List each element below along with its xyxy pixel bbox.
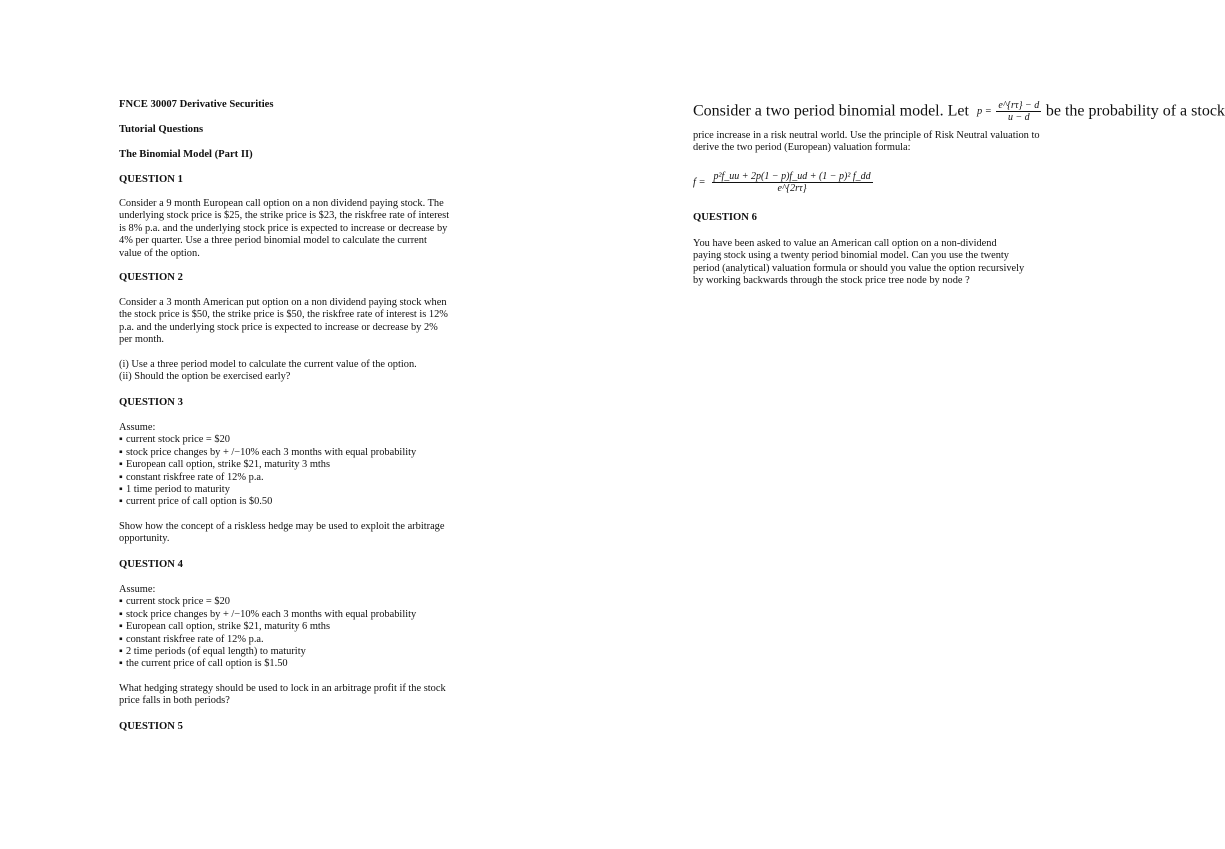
text-line: by working backwards through the stock price tree node by node ? [693,275,970,287]
text-line: price falls in both periods? [119,695,230,707]
text-line: Consider a 9 month European call option on a non dividend paying stock. The [119,198,444,209]
question-4-heading: QUESTION 4 [119,559,183,570]
bullet-item: ▪ constant riskfree rate of 12% p.a. [119,633,264,645]
bullet-icon: ▪ [119,658,123,670]
bullet-item: ▪ European call option, strike $21, maturity 6 mths [119,621,331,633]
text-line: underlying stock price is $25, the strike price is $23, the riskfree rate of interest [119,210,450,222]
bullet-item: ▪ stock price changes by + /−10% each 3 months with equal probability [119,446,417,458]
text-line: derive the two period (European) valuation formula: [693,142,911,154]
f-formula-fraction [712,171,873,194]
valuation-formula [693,171,875,194]
question-4-task [119,683,446,708]
bullet-item: ▪ current price of call option is $0.50 [119,496,273,508]
bullet-icon: ▪ [119,633,123,645]
f-formula-numerator: p²f_uu + 2p(1 − p)f_ud + (1 − p)² f_dd [713,171,871,182]
text-line: Show how the concept of a riskless hedge may be used to exploit the arbitrage [119,521,445,532]
text-line: What hedging strategy should be used to lock in an arbitrage profit if the stock [119,683,446,694]
bullet-icon: ▪ [119,434,123,446]
question-1-text [119,198,449,260]
bullet-icon: ▪ [119,646,123,658]
bullet-item: ▪ European call option, strike $21, maturity 3 mths [119,459,331,471]
text-line: per month. [119,334,165,346]
course-title: FNCE 30007 Derivative Securities [119,99,274,110]
p-formula-fraction [996,100,1041,123]
question-6-text [693,238,1024,288]
bullet-item: ▪ current stock price = $20 [119,434,230,446]
question-2-text [119,297,448,347]
part-line: (i) Use a three period model to calculate the current value of the option. [119,359,417,370]
bullet-item: ▪ stock price changes by + /−10% each 3 months with equal probability [119,608,417,620]
text-line: paying stock using a twenty period binomial model. Can you use the twenty [693,250,1009,262]
question-2-heading: QUESTION 2 [119,272,183,283]
bullet-item: ▪ current stock price = $20 [119,596,230,608]
question-1-heading: QUESTION 1 [119,174,183,185]
question-2-parts [119,359,417,384]
bullet-icon: ▪ [119,471,123,483]
text-line: the stock price is $50, the strike price is $50, the riskfree rate of interest is 12% [119,309,448,321]
text-line: You have been asked to value an American call option on a non-dividend [693,238,997,249]
bullet-icon: ▪ [119,596,123,608]
p-formula-lhs: p = [976,105,992,117]
bullet-icon: ▪ [119,496,123,508]
subtitle: Tutorial Questions [119,124,204,135]
question-5-text [693,130,1040,155]
question-3-assumptions [119,422,416,509]
bullet-item: ▪ 1 time period to maturity [119,484,230,496]
question-6-heading: QUESTION 6 [693,212,757,223]
question-3-task [119,521,444,546]
text-line: Consider a 3 month American put option on a non dividend paying stock when [119,297,447,308]
question-5-heading: QUESTION 5 [119,721,183,732]
f-formula-denominator: e^{2rτ} [777,183,807,194]
assume-label: Assume: [119,584,156,595]
topic-title: The Binomial Model (Part II) [119,149,253,160]
text-line: is 8% p.a. and the underlying stock price is expected to increase or decrease by [119,222,448,234]
bullet-icon: ▪ [119,621,123,633]
part-line: (ii) Should the option be exercised early? [119,371,291,383]
text-line: p.a. and the underlying stock price is expected to increase or decrease by 2% [119,321,438,333]
question-3-heading: QUESTION 3 [119,397,183,408]
text-line: 4% per quarter. Use a three period binomial model to calculate the current [119,235,427,247]
bullet-item: ▪ the current price of call option is $1.50 [119,658,288,670]
bullet-icon: ▪ [119,484,123,496]
bullet-item: ▪ 2 time periods (of equal length) to maturity [119,646,306,658]
text-line: value of the option. [119,247,200,259]
text-line: period (analytical) valuation formula or should you value the option recursively [693,262,1025,274]
text-fragment: Consider a two period binomial model. Let [693,102,969,120]
text-line: price increase in a risk neutral world. Use the principle of Risk Neutral valuation to [693,130,1040,141]
question-5-intro [693,100,1225,123]
bullet-icon: ▪ [119,608,123,620]
p-formula-denominator: u − d [1007,112,1030,123]
p-formula-numerator: e^{rτ} − d [998,100,1040,111]
text-line: opportunity. [119,533,170,545]
assume-label: Assume: [119,422,156,433]
f-formula-lhs: f = [693,177,706,188]
question-4-assumptions [119,584,416,671]
text-fragment: be the probability of a stock [1045,102,1225,120]
bullet-icon: ▪ [119,459,123,471]
bullet-icon: ▪ [119,446,123,458]
bullet-item: ▪ constant riskfree rate of 12% p.a. [119,471,264,483]
